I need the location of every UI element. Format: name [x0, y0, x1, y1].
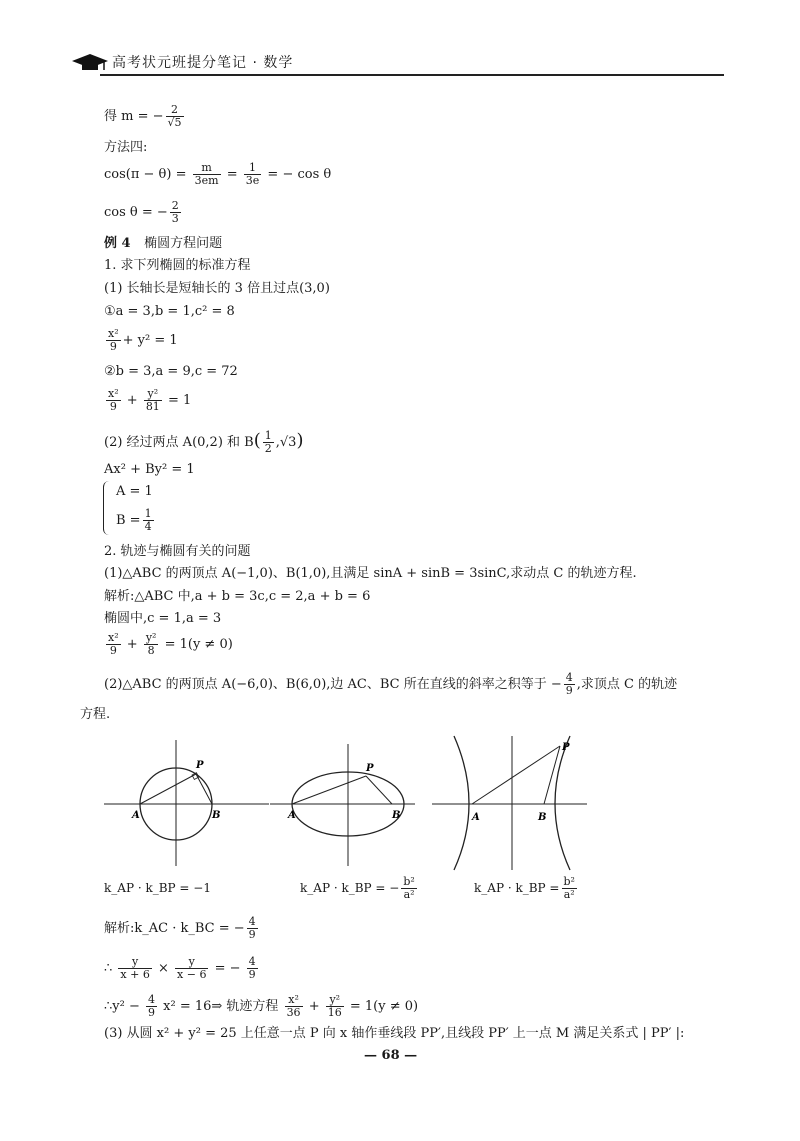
- fig2-label-a: A: [288, 810, 296, 821]
- eq-case-2: $\frac{\text{x²}}{9}$ + $\frac{\text{y²}}{81}$ = 1: [108, 387, 192, 413]
- fig3-label-b: B: [538, 812, 547, 823]
- header-title: 高考状元班提分笔记 · 数学: [112, 55, 294, 71]
- figure-hyperbola: [432, 732, 592, 872]
- fig1-label-p: P: [196, 760, 204, 771]
- eq-ab: Ax² + By² = 1: [104, 462, 195, 477]
- problem-1-2: (2) 经过两点 A(0,2) 和 B( $\frac{1}{2}$ ,√3): [104, 429, 304, 455]
- caption-hyperbola: k_AP · k_BP = $\frac{\text{b²}}{\text{a²}}$: [474, 875, 575, 901]
- step-product: ∴ $\frac{y}{x + 6}$ × $\frac{y}{x - 6}$ = − $\frac{4}{9}$: [104, 955, 256, 981]
- eq-2-1: $\frac{\text{x²}}{9}$ + $\frac{\text{y²}}{8}$ = 1(y ≠ 0): [108, 631, 233, 657]
- problem-2-2: (2)△ABC 的两顶点 A(−6,0)、B(6,0),边 AC、BC 所在直线的斜率之积等于 − $\frac{4}{9}$ ,求顶点 C 的轨迹: [104, 671, 678, 697]
- figure-ellipse: [270, 738, 420, 868]
- section-1-title: 1. 求下列椭圆的标准方程: [104, 258, 251, 273]
- example-4-heading: 例 4 椭圆方程问题: [104, 236, 223, 251]
- eq-case-1: $\frac{\text{x²}}{9}$ + y² = 1: [108, 327, 178, 353]
- step-trajectory: ∴y² − $\frac{4}{9}$ x² = 16⇒ 轨迹方程 $\frac{\text{x²}}{36}$ + $\frac{\text{y²}}{16}$ = 1(y ≠ 0): [104, 993, 419, 1019]
- figure-circle: [104, 738, 274, 868]
- page-header: [62, 46, 724, 80]
- fig2-label-p: P: [366, 763, 374, 774]
- ellipse-params: 椭圆中,c = 1,a = 3: [104, 611, 222, 626]
- case-2: ②b = 3,a = 9,c = 72: [104, 364, 238, 379]
- problem-2-1: (1)△ABC 的两顶点 A(−1,0)、B(1,0),且满足 sinA + sinB = 3sinC,求动点 C 的轨迹方程.: [104, 566, 637, 581]
- caption-circle: k_AP · k_BP = −1: [104, 881, 211, 895]
- system-a: A = 1: [116, 484, 153, 499]
- fig1-label-b: B: [212, 810, 221, 821]
- system-brace: [103, 481, 116, 535]
- line-cos-theta: cos θ = − $\frac{2}{3}$: [104, 199, 179, 225]
- system-b: B = $\frac{1}{4}$: [116, 507, 152, 533]
- line-cos-pi: cos(π − θ) = $\frac{m}{3em}$ = $\frac{1}{3e}$ = − cos θ: [104, 161, 332, 187]
- problem-1-1: (1) 长轴长是短轴长的 3 倍且过点(3,0): [104, 281, 330, 296]
- graduation-cap-icon: [70, 52, 110, 74]
- problem-2-3: (3) 从圆 x² + y² = 25 上任意一点 P 向 x 轴作垂线段 PP′,且线段 PP′ 上一点 M 满足关系式 | PP′ |:: [104, 1026, 685, 1041]
- analysis-2-2: 解析:k_AC · k_BC = − $\frac{4}{9}$: [104, 915, 256, 941]
- section-2-title: 2. 轨迹与椭圆有关的问题: [104, 544, 251, 559]
- case-1: ①a = 3,b = 1,c² = 8: [104, 304, 235, 319]
- fig2-label-b: B: [392, 810, 401, 821]
- header-rule: [100, 74, 724, 76]
- caption-ellipse: k_AP · k_BP = − $\frac{\text{b²}}{\text{a²}}$: [300, 875, 415, 901]
- analysis-2-1: 解析:△ABC 中,a + b = 3c,c = 2,a + b = 6: [104, 589, 371, 604]
- line-m-result: 得 m = − $\frac{2}{√5}$: [104, 103, 182, 129]
- problem-2-2-cont: 方程.: [80, 707, 111, 722]
- method-four: 方法四:: [104, 140, 148, 155]
- fig1-label-a: A: [132, 810, 140, 821]
- fig3-label-p: P: [562, 742, 570, 753]
- fig3-label-a: A: [472, 812, 480, 823]
- page-number: — 68 —: [364, 1048, 418, 1063]
